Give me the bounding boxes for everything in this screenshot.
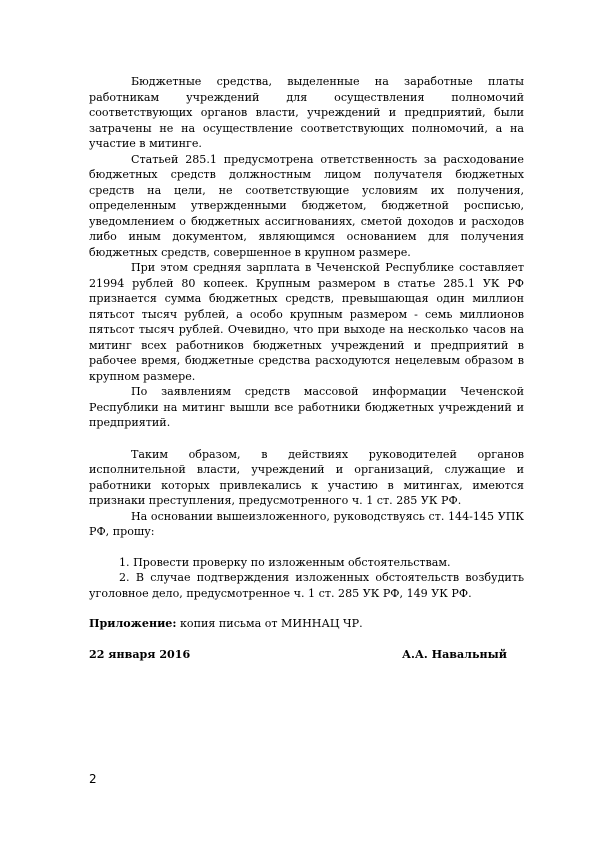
page-number: 2 [89,772,97,786]
document-body [89,74,524,662]
paragraph: При этом средняя зарплата в Чеченской Республике составляет 21994 рублей 80 копеек. Крупным размером в статье 285.1 УК РФ признается сумма бюджетных средств, превышающая один миллион пятьсот тысяч рублей, а особо крупным размером - семь миллионов пятьсот тысяч рублей. Очевидно, что при выходе на несколько часов на митинг всех работников бюджетных учреждений и предприятий в рабочее время, бюджетные средства расходуются нецелевым образом в крупном размере. [89,261,524,383]
appendix-text: копия письма от МИННАЦ ЧР. [176,617,363,630]
request-list [89,555,524,602]
paragraph: По заявлениям средств массовой информации Чеченской Республики на митинг вышли все работники бюджетных учреждений и предприятий. [89,385,524,429]
spacer [89,431,524,447]
date: 22 января 2016 [89,647,191,661]
paragraph: Статьей 285.1 предусмотрена ответственность за расходование бюджетных средств должностным лицом получателя бюджетных средств на цели, не соответствующие условиям их получения, определенным утвержденными бюджетом, бюджетной росписью, уведомлением о бюджетных ассигнованиях, сметой доходов и расходов либо иным документом, являющимся основанием для получения бюджетных средств, совершенное в крупном размере. [89,152,524,259]
list-item: 2. В случае подтверждения изложенных обстоятельств возбудить уголовное дело, предусмотренное ч. 1 ст. 285 УК РФ, 149 УК РФ. [89,571,524,600]
spacer [89,601,524,616]
spacer [89,540,524,555]
spacer [89,632,524,647]
paragraph: Бюджетные средства, выделенные на заработные платы работникам учреждений для осуществления полномочий соответствующих органов власти, учреждений и предприятий, были затрачены не на осуществление соответствующих полномочий, а на участие в митинге. [89,75,524,150]
list-item: 1. Провести проверку по изложенным обстоятельствам. [119,555,451,569]
signature-row [89,647,524,663]
paragraph: Таким образом, в действиях руководителей органов исполнительной власти, учреждений и организаций, служащие и работники которых привлекались к участию в митингах, имеются признаки преступления, предусмотренного ч. 1 ст. 285 УК РФ. [89,447,524,507]
paragraph: На основании вышеизложенного, руководствуясь ст. 144-145 УПК РФ, прошу: [89,509,524,538]
appendix-label: Приложение: [89,617,177,630]
signature-name: А.А. Навальный [401,647,507,661]
appendix-line [89,616,524,632]
